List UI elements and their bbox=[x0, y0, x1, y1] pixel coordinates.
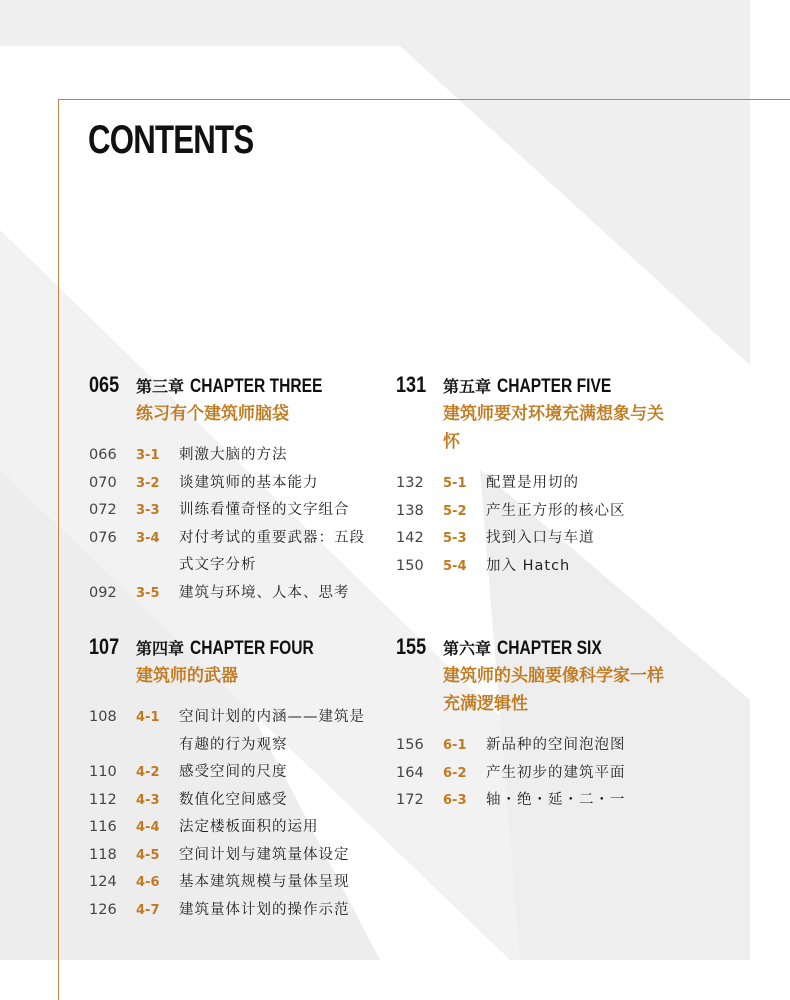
chapter-subtitle: 建筑师要对环境充满想象与关怀 bbox=[443, 404, 664, 452]
chapter-label-en: CHAPTER FOUR bbox=[189, 638, 314, 659]
chapter-label-en: CHAPTER FIVE bbox=[496, 376, 611, 397]
section-page-number: 072 bbox=[89, 502, 117, 518]
chapter-label bbox=[443, 374, 636, 398]
section-row bbox=[89, 704, 389, 759]
section-row bbox=[396, 470, 696, 498]
chapter-label-cn: 第四章 bbox=[136, 639, 185, 658]
section-title: 加入 Hatch bbox=[486, 557, 571, 574]
chapter-label bbox=[136, 636, 341, 660]
section-row bbox=[396, 760, 696, 788]
section-row bbox=[396, 525, 696, 553]
section-number: 6-3 bbox=[443, 793, 467, 808]
section-number: 4-4 bbox=[136, 820, 160, 835]
section-title: 轴・绝・延・二・一 bbox=[486, 792, 626, 808]
section-number: 3-5 bbox=[136, 585, 160, 601]
section-page-number: 070 bbox=[89, 474, 117, 491]
section-row bbox=[89, 814, 389, 842]
section-number: 4-3 bbox=[136, 792, 160, 808]
section-number: 5-4 bbox=[443, 558, 467, 574]
section-page-number: 138 bbox=[396, 502, 424, 519]
section-title: 训练看懂奇怪的文字组合 bbox=[179, 502, 350, 518]
section-title: 空间计划与建筑量体设定 bbox=[179, 846, 350, 863]
section-row bbox=[89, 759, 389, 787]
section-number: 4-5 bbox=[136, 847, 160, 863]
chapter-label-en: CHAPTER SIX bbox=[496, 638, 602, 659]
section-row bbox=[396, 732, 696, 760]
section-page-number: 150 bbox=[396, 557, 424, 574]
section-page-number: 164 bbox=[396, 764, 424, 781]
section-row bbox=[396, 553, 696, 581]
section-title: 产生正方形的核心区 bbox=[486, 502, 626, 519]
section-number: 4-2 bbox=[136, 765, 160, 780]
section-row bbox=[89, 869, 389, 897]
section-number: 4-1 bbox=[136, 710, 160, 725]
section-page-number: 112 bbox=[89, 791, 117, 808]
section-title: 法定楼板面积的运用 bbox=[179, 819, 319, 835]
section-row bbox=[89, 787, 389, 815]
section-number: 3-4 bbox=[136, 530, 160, 546]
section-row bbox=[89, 842, 389, 870]
chapter-page-number: 107 bbox=[89, 634, 120, 659]
section-title: 感受空间的尺度 bbox=[179, 764, 288, 780]
section-page-number: 110 bbox=[89, 764, 117, 780]
section-title: 数值化空间感受 bbox=[179, 791, 288, 808]
section-number: 5-3 bbox=[443, 531, 467, 546]
section-number: 3-2 bbox=[136, 475, 160, 491]
chapter-label-en: CHAPTER THREE bbox=[189, 376, 323, 397]
section-row bbox=[89, 470, 389, 498]
chapter-page-number: 065 bbox=[89, 372, 120, 397]
section-page-number: 118 bbox=[89, 846, 117, 863]
section-list bbox=[89, 704, 389, 924]
section-page-number: 076 bbox=[89, 529, 117, 546]
section-title: 找到入口与车道 bbox=[486, 530, 595, 546]
section-number: 5-1 bbox=[443, 476, 467, 491]
chapter-block bbox=[89, 372, 389, 607]
section-row bbox=[396, 787, 696, 815]
section-row bbox=[89, 897, 389, 925]
chapter-header bbox=[89, 372, 389, 398]
section-title: 建筑量体计划的操作示范 bbox=[179, 901, 350, 918]
section-title: 基本建筑规模与量体呈现 bbox=[179, 874, 350, 890]
section-number: 4-7 bbox=[136, 902, 160, 918]
section-page-number: 126 bbox=[89, 901, 117, 918]
section-title: 配置是用切的 bbox=[486, 475, 579, 491]
chapter-label bbox=[443, 636, 624, 660]
section-list bbox=[396, 732, 696, 815]
section-list bbox=[396, 470, 696, 580]
section-page-number: 108 bbox=[89, 709, 117, 725]
section-number: 6-2 bbox=[443, 765, 467, 781]
section-title: 对付考试的重要武器：五段式文字分析 bbox=[179, 529, 365, 573]
section-title: 建筑与环境、人本、思考 bbox=[179, 584, 350, 601]
chapter-subtitle: 练习有个建筑师脑袋 bbox=[136, 404, 289, 424]
section-page-number: 124 bbox=[89, 874, 117, 890]
chapter-label bbox=[136, 374, 351, 398]
section-title: 新品种的空间泡泡图 bbox=[486, 737, 626, 753]
chapter-page-number: 131 bbox=[396, 372, 427, 397]
section-row bbox=[89, 525, 389, 580]
section-title: 刺激大脑的方法 bbox=[179, 447, 288, 463]
section-number: 6-1 bbox=[443, 738, 467, 753]
chapter-subtitle: 建筑师的武器 bbox=[136, 666, 238, 686]
section-page-number: 092 bbox=[89, 584, 117, 601]
section-number: 3-1 bbox=[136, 448, 160, 463]
section-list bbox=[89, 442, 389, 607]
chapter-page-number: 155 bbox=[396, 634, 427, 659]
section-page-number: 066 bbox=[89, 447, 117, 463]
chapter-header bbox=[396, 372, 696, 398]
section-title: 空间计划的内涵——建筑是有趣的行为观察 bbox=[179, 709, 365, 753]
page-title: CONTENTS bbox=[88, 118, 254, 162]
section-number: 4-6 bbox=[136, 875, 160, 890]
chapter-block bbox=[396, 372, 696, 580]
section-row bbox=[396, 498, 696, 526]
section-page-number: 156 bbox=[396, 737, 424, 753]
chapter-subtitle: 建筑师的头脑要像科学家一样充满逻辑性 bbox=[443, 666, 664, 714]
section-title: 谈建筑师的基本能力 bbox=[179, 474, 319, 491]
section-row bbox=[89, 442, 389, 470]
chapter-header bbox=[396, 634, 696, 660]
section-number: 5-2 bbox=[443, 503, 467, 519]
chapter-block bbox=[89, 634, 389, 924]
section-row bbox=[89, 580, 389, 608]
chapter-block bbox=[396, 634, 696, 815]
section-page-number: 172 bbox=[396, 792, 424, 808]
chapter-label-cn: 第三章 bbox=[136, 377, 185, 396]
section-number: 3-3 bbox=[136, 503, 160, 518]
section-page-number: 116 bbox=[89, 819, 117, 835]
chapter-label-cn: 第六章 bbox=[443, 639, 492, 658]
section-title: 产生初步的建筑平面 bbox=[486, 764, 626, 781]
section-page-number: 142 bbox=[396, 530, 424, 546]
section-page-number: 132 bbox=[396, 475, 424, 491]
chapter-header bbox=[89, 634, 389, 660]
chapter-label-cn: 第五章 bbox=[443, 377, 492, 396]
section-row bbox=[89, 497, 389, 525]
